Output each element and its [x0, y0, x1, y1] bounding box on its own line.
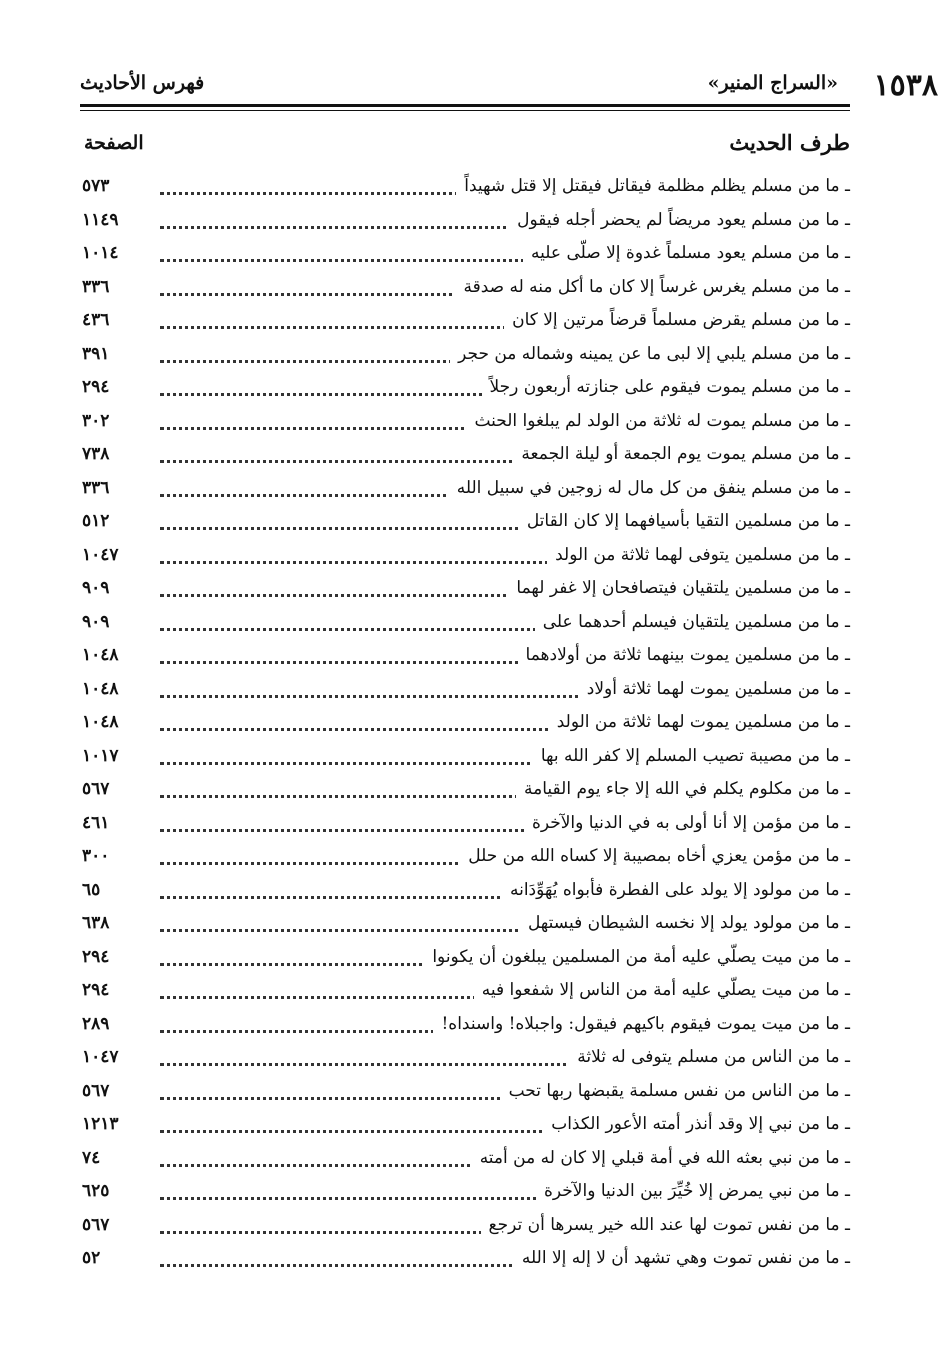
index-entry: [80, 543, 850, 577]
entry-hadith-text: ـ ما من مسلم يموت فيقوم على جنازته أربعون رجلاً: [482, 377, 850, 397]
entry-hadith-text: ـ ما من مسلم يموت يوم الجمعة أو ليلة الجمعة: [513, 444, 850, 464]
index-entry: [80, 375, 850, 409]
entry-page-number: ١٢١٣: [82, 1114, 119, 1134]
index-entry: [80, 744, 850, 778]
entry-hadith-text: ـ ما من مسلم يعود مريضاً لم يحضر أجله فيقول: [509, 210, 850, 230]
entry-page-number: ١٠١٧: [82, 745, 119, 766]
column-headers: [80, 130, 850, 166]
index-entry: [80, 878, 850, 912]
index-entry: [80, 911, 850, 945]
entry-hadith-text: ـ ما من نفس تموت وهي تشهد أن لا إله إلا الله: [514, 1248, 850, 1268]
entry-page-number: ٦٣٨: [82, 913, 110, 933]
entry-page-number: ٣٣٦: [82, 477, 110, 498]
entry-page-number: ١٠١٤: [82, 243, 119, 263]
entry-page-number: ٣٣٦: [82, 276, 110, 297]
section-title: فهرس الأحاديث: [80, 72, 205, 94]
entry-page-number: ٦٥: [82, 879, 101, 900]
index-entry: [80, 643, 850, 677]
entry-hadith-text: ـ ما من مسلمين يموت لهما ثلاثة أولاد: [579, 679, 850, 699]
index-entry: [80, 1112, 850, 1146]
entry-hadith-text: ـ ما من مؤمن يعزي أخاه بمصيبة إلا كساه الله من حلل: [460, 846, 850, 866]
index-entry: [80, 945, 850, 979]
entry-hadith-text: ـ ما من مسلمين يموت بينهما ثلاثة من أولادهما: [518, 645, 850, 665]
entry-page-number: ١١٤٩: [82, 209, 119, 230]
index-entry: [80, 1045, 850, 1079]
index-entry: [80, 342, 850, 376]
header-rule-thin: [80, 110, 850, 111]
index-entry: [80, 1012, 850, 1046]
entry-page-number: ٥٦٧: [82, 1214, 110, 1235]
index-entry: [80, 1079, 850, 1113]
entry-page-number: ٥٦٧: [82, 779, 110, 799]
index-entry: [80, 811, 850, 845]
entry-hadith-text: ـ ما من مسلم يعود مسلماً غدوة إلا صلّى عليه: [523, 243, 850, 263]
index-entry: [80, 677, 850, 711]
entry-page-number: ٩٠٩: [82, 578, 110, 598]
index-entry: [80, 1246, 850, 1280]
entry-page-number: ٢٩٤: [82, 980, 110, 1000]
entry-hadith-text: ـ ما من مسلم يموت له ثلاثة من الولد لم يبلغوا الحنث: [466, 411, 850, 431]
entry-page-number: ٢٩٤: [82, 946, 110, 967]
entry-hadith-text: ـ ما من مولود إلا يولد على الفطرة فأبواه يُهَوِّدَانه: [502, 880, 850, 900]
index-entry: [80, 442, 850, 476]
entry-page-number: ٣٩١: [82, 343, 110, 364]
entry-hadith-text: ـ ما من نبي إلا وقد أنذر أمته الأعور الكذاب: [543, 1114, 850, 1134]
entry-hadith-text: ـ ما من مؤمن إلا أنا أولى به في الدنيا والآخرة: [524, 813, 850, 833]
entry-page-number: ٥١٢: [82, 511, 110, 531]
page-number: ١٥٣٨: [873, 68, 938, 103]
entry-page-number: ٣٠٠: [82, 846, 110, 866]
entry-page-number: ٩٠٩: [82, 611, 110, 632]
entry-page-number: ٥٧٣: [82, 176, 110, 196]
entry-hadith-text: ـ ما من مصيبة تصيب المسلم إلا كفر الله بها: [533, 746, 850, 766]
index-entry: [80, 978, 850, 1012]
entry-page-number: ١٠٤٨: [82, 712, 119, 732]
entry-hadith-text: ـ ما من ميت يصلّي عليه أمة من المسلمين يبلغون أن يكونوا: [424, 947, 850, 967]
entry-hadith-text: ـ ما من مكلوم يكلم في الله إلا جاء يوم القيامة: [516, 779, 850, 799]
entry-hadith-text: ـ ما من الناس من نفس مسلمة يقبضها ربها تحب: [501, 1081, 850, 1101]
entry-page-number: ٦٢٥: [82, 1181, 110, 1201]
entry-page-number: ١٠٤٨: [82, 645, 119, 665]
entry-hadith-text: ـ ما من مسلمين التقيا بأسيافهما إلا كان القاتل: [519, 511, 850, 531]
entry-page-number: ٤٣٦: [82, 310, 110, 330]
index-entry: [80, 844, 850, 878]
entry-hadith-text: ـ ما من مسلمين يتوفى لهما ثلاثة من الولد: [547, 545, 850, 565]
index-entry: [80, 1146, 850, 1180]
index-entry: [80, 174, 850, 208]
index-entry: [80, 1179, 850, 1213]
entry-hadith-text: ـ ما من الناس من مسلم يتوفى له ثلاثة: [569, 1047, 850, 1067]
index-entry: [80, 509, 850, 543]
entry-page-number: ٢٩٤: [82, 377, 110, 397]
entry-hadith-text: ـ ما من مسلم ينفق من كل مال له زوجين في سبيل الله: [449, 478, 850, 498]
hadith-index-list: [80, 174, 850, 1280]
index-entry: [80, 710, 850, 744]
book-title: «السراج المنير»: [707, 72, 838, 94]
entry-hadith-text: ـ ما من مسلمين يموت لهما ثلاثة من الولد: [549, 712, 850, 732]
entry-page-number: ٥٦٧: [82, 1080, 110, 1101]
entry-page-number: ٧٤: [82, 1147, 101, 1168]
entry-page-number: ٥٢: [82, 1248, 101, 1268]
entry-hadith-text: ـ ما من مسلمين يلتقيان فيسلم أحدهما على: [535, 612, 850, 632]
index-entry: [80, 610, 850, 644]
entry-hadith-text: ـ ما من مسلم يظلم مظلمة فيقاتل فيقتل إلا قتل شهيداً: [456, 176, 850, 196]
entry-hadith-text: ـ ما من ميت يصلّي عليه أمة من الناس إلا شفعوا فيه: [474, 980, 850, 1000]
index-entry: [80, 576, 850, 610]
index-entry: [80, 777, 850, 811]
entry-page-number: ٤٦١: [82, 812, 110, 833]
running-header: [80, 62, 938, 106]
index-entry: [80, 275, 850, 309]
entry-page-number: ١٠٤٨: [82, 678, 119, 699]
index-entry: [80, 1213, 850, 1247]
column-header-hadith: طرف الحديث: [729, 130, 850, 155]
index-entry: [80, 208, 850, 242]
entry-hadith-text: ـ ما من نفس تموت لها عند الله خير يسرها أن ترجع: [481, 1215, 850, 1235]
entry-page-number: ٣٠٢: [82, 410, 110, 431]
entry-hadith-text: ـ ما من نبي بعثه الله في أمة قبلي إلا كان له من أمته: [472, 1148, 850, 1168]
index-entry: [80, 241, 850, 275]
index-entry: [80, 409, 850, 443]
entry-page-number: ١٠٤٧: [82, 1047, 119, 1067]
entry-page-number: ٢٨٩: [82, 1013, 110, 1034]
entry-hadith-text: ـ ما من ميت يموت فيقوم باكيهم فيقول: واجبلاه! واسنداه!: [433, 1014, 850, 1034]
column-header-page: الصفحة: [84, 132, 144, 154]
header-rule-thick: [80, 104, 850, 107]
index-entry: [80, 308, 850, 342]
entry-hadith-text: ـ ما من مسلم يقرض مسلماً قرضاً مرتين إلا كان: [504, 310, 850, 330]
entry-hadith-text: ـ ما من نبي يمرض إلا خُيِّرَ بين الدنيا والآخرة: [536, 1181, 850, 1201]
entry-hadith-text: ـ ما من مسلمين يلتقيان فيتصافحان إلا غفر لهما: [508, 578, 850, 598]
index-entry: [80, 476, 850, 510]
entry-page-number: ١٠٤٧: [82, 544, 119, 565]
entry-hadith-text: ـ ما من مولود يولد إلا نخسه الشيطان فيستهل: [520, 913, 850, 933]
entry-page-number: ٧٣٨: [82, 444, 110, 464]
entry-hadith-text: ـ ما من مسلم يلبي إلا لبى ما عن يمينه وشماله من حجر: [450, 344, 850, 364]
entry-hadith-text: ـ ما من مسلم يغرس غرساً إلا كان ما أكل منه له صدقة: [455, 277, 850, 297]
